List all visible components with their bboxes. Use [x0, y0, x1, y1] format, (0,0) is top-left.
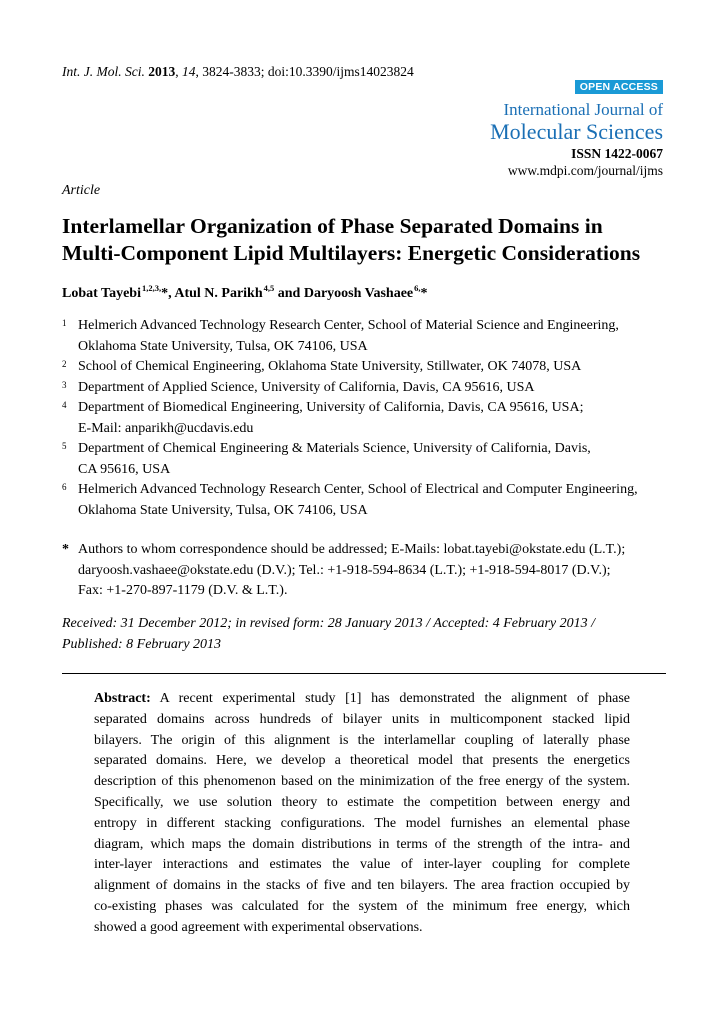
- citation-volume: 14: [181, 64, 196, 79]
- abstract-label: Abstract:: [94, 691, 151, 706]
- title-line: Interlamellar Organization of Phase Separated Domains in: [62, 214, 603, 238]
- affiliation-item: [62, 316, 672, 357]
- publication-dates: [62, 614, 595, 655]
- open-access-badge: OPEN ACCESS: [575, 80, 663, 94]
- author-joiner: and: [274, 286, 304, 301]
- citation-journal: Int. J. Mol. Sci.: [62, 64, 145, 79]
- citation-year: 2013: [148, 64, 176, 79]
- abstract-line: separated domains across hundreds of bilayer units in multicomponent stacked lipid: [94, 711, 630, 727]
- affiliation-number: 5: [62, 441, 67, 451]
- abstract-line: separated domains. Here, we develop a theoretical model that presents the energetics: [94, 753, 630, 769]
- abstract-text: A recent experimental study [1] has demonstrated the alignment of phase: [150, 691, 630, 706]
- title-line: Multi-Component Lipid Multilayers: Energetic Considerations: [62, 241, 641, 265]
- correspondence-line: Fax: +1-270-897-1179 (D.V. & L.T.).: [78, 583, 288, 598]
- abstract-line: bilayers. The origin of this alignment is the interlamellar coupling of laterally phase: [94, 732, 630, 748]
- correspondence-line: Authors to whom correspondence should be addressed; E-Mails: lobat.tayebi@okstate.edu (L.T.);: [78, 542, 626, 557]
- correspondence-note: [62, 540, 688, 602]
- article-type: Article: [62, 183, 101, 198]
- affiliation-number: 4: [62, 400, 67, 410]
- affiliation-item: [62, 439, 672, 480]
- paper-title: [62, 213, 672, 267]
- abstract-line: inter-layer interactions and estimates the value of inter-layer coupling for complete: [94, 857, 630, 873]
- correspondence-star: *: [62, 542, 69, 557]
- author-name: Atul N. Parikh: [174, 286, 263, 301]
- citation-pages-doi: , 3824-3833; doi:10.3390/ijms14023824: [195, 64, 414, 79]
- affiliation-text: Helmerich Advanced Technology Research Center, School of Material Science and Engineering,: [78, 318, 619, 333]
- author-affiliation-marks: 6,: [414, 283, 421, 293]
- affiliation-number: 6: [62, 482, 67, 492]
- abstract-line: Specifically, we use solution theory to estimate the competition between energy and: [94, 794, 630, 810]
- dates-line: Published: 8 February 2013: [62, 636, 222, 652]
- affiliation-item: [62, 357, 672, 378]
- author-list: [62, 283, 428, 302]
- affiliation-item: [62, 480, 672, 521]
- affiliation-text: Department of Biomedical Engineering, University of California, Davis, CA 95616, USA;: [78, 400, 584, 415]
- affiliation-item: [62, 398, 672, 439]
- affiliation-email: E-Mail: anparikh@ucdavis.edu: [78, 420, 254, 436]
- abstract-line: diagram, which maps the domain distributions in terms of the strength of the intra- and: [94, 836, 630, 852]
- abstract-line: showed a good agreement with experimental observations.: [94, 919, 423, 935]
- journal-name-top: International Journal of: [503, 100, 663, 119]
- issn: ISSN 1422-0067: [571, 146, 663, 161]
- abstract-line: entropy in different stacking configurations. The model furnishes an elemental phase: [94, 815, 630, 831]
- journal-website: www.mdpi.com/journal/ijms: [507, 163, 663, 178]
- abstract-line: [94, 689, 630, 710]
- affiliation-text: Department of Chemical Engineering & Materials Science, University of California, Davis,: [78, 441, 591, 456]
- corresponding-mark: *: [420, 286, 428, 301]
- author-affiliation-marks: 4,5: [263, 283, 275, 293]
- affiliation-text: Department of Applied Science, University of California, Davis, CA 95616, USA: [78, 379, 535, 395]
- section-divider: [62, 673, 666, 674]
- correspondence-line: daryoosh.vashaee@okstate.edu (D.V.); Tel.: +1-918-594-8634 (L.T.); +1-918-594-8017 (D.V.);: [78, 562, 611, 578]
- abstract-line: co-existing phases was calculated for the system of the minimum free energy, which: [94, 898, 630, 914]
- journal-name-main: Molecular Sciences: [490, 119, 663, 144]
- affiliation-item: [62, 378, 672, 399]
- affiliation-number: 3: [62, 379, 67, 390]
- affiliation-text: Oklahoma State University, Tulsa, OK 74106, USA: [78, 502, 368, 518]
- affiliation-text: Helmerich Advanced Technology Research Center, School of Electrical and Computer Engineering,: [78, 482, 638, 497]
- citation-line: Int. J. Mol. Sci. 2013, 14, 3824-3833; doi:10.3390/ijms14023824: [62, 64, 414, 79]
- affiliation-text: Oklahoma State University, Tulsa, OK 74106, USA: [78, 338, 368, 354]
- abstract: [94, 689, 630, 939]
- affiliation-text: School of Chemical Engineering, Oklahoma State University, Stillwater, OK 74078, USA: [78, 359, 582, 374]
- affiliation-text: CA 95616, USA: [78, 461, 171, 477]
- corresponding-mark: *,: [161, 286, 175, 301]
- author-name: Daryoosh Vashaee: [303, 286, 414, 301]
- author-name: Lobat Tayebi: [62, 286, 141, 301]
- affiliation-number: 1: [62, 318, 67, 328]
- author-affiliation-marks: 1,2,3,: [141, 283, 162, 293]
- abstract-line: description of this phenomenon based on the minimization of the free energy of the system.: [94, 774, 630, 790]
- affiliation-list: [62, 316, 672, 521]
- abstract-line: alignment of domains in the stacks of five and ten bilayers. The area fraction occupied by: [94, 878, 630, 894]
- dates-line: Received: 31 December 2012; in revised form: 28 January 2013 / Accepted: 4 February 2013 /: [62, 616, 596, 631]
- affiliation-number: 2: [62, 359, 67, 369]
